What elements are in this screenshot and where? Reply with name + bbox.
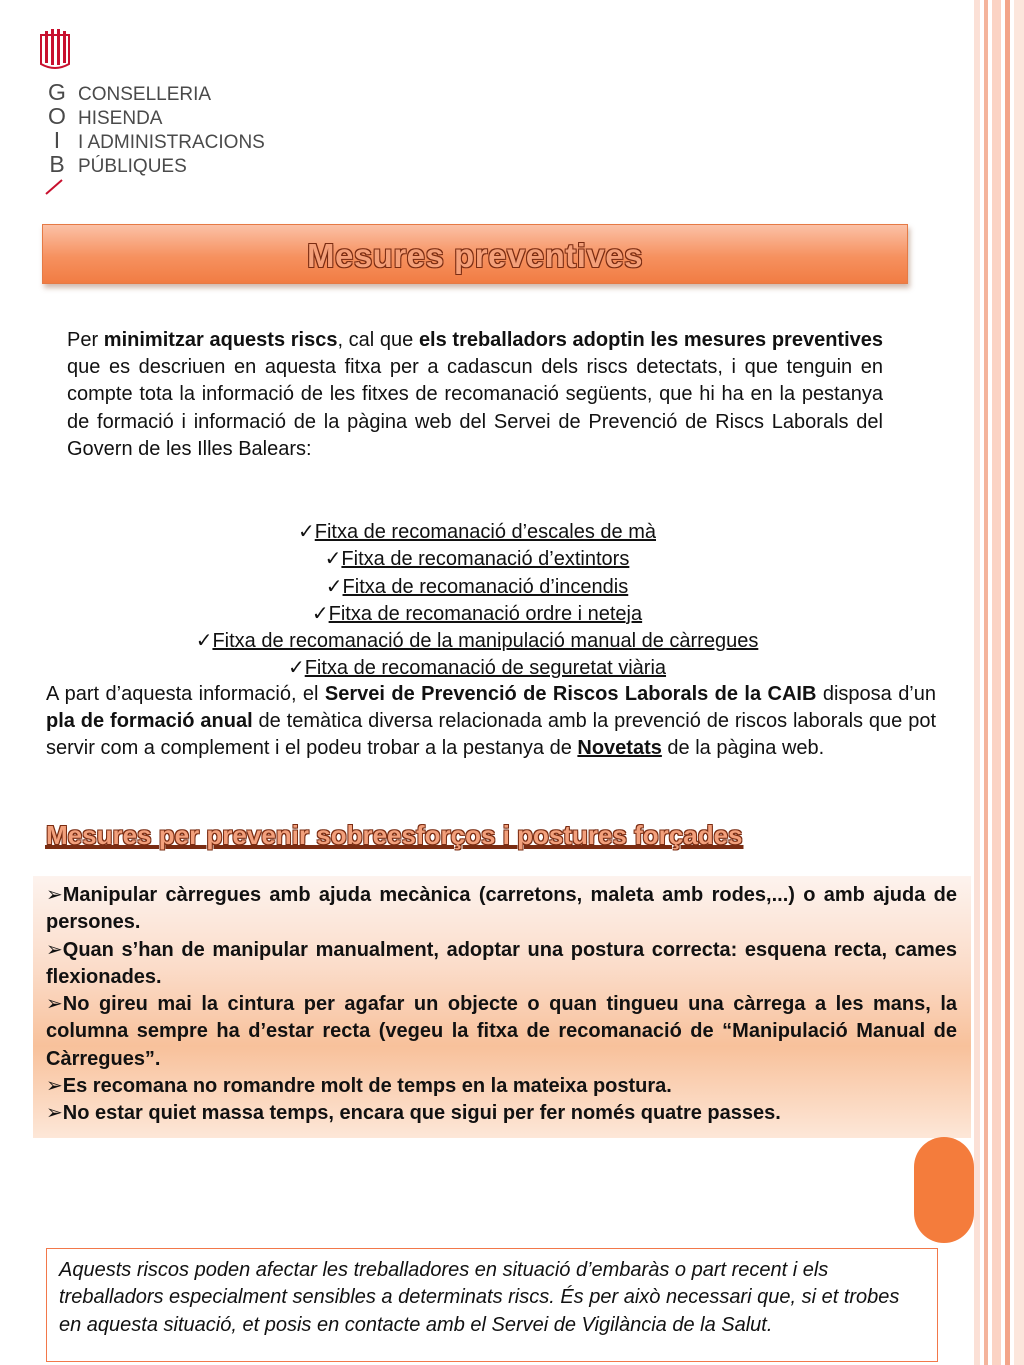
check-icon: ✓ [325, 575, 343, 598]
logo-slash-icon [44, 176, 64, 196]
sheet-link[interactable]: Fitxa de recomanació de seguretat viària [304, 657, 667, 680]
list-item[interactable] [46, 628, 908, 655]
notice-text: Aquests riscos poden afectar les treballadores en situació d’embaràs o part recent i els treballadors especialment sensibles a determinats riscs. És per això necessari que, si et trobes en aquesta situació, et posis en contacte amb el Servei de Vigilància de la Salut. [59, 1259, 900, 1336]
arrow-bullet-icon: ➢ [46, 884, 63, 906]
title-banner [42, 224, 908, 284]
decorative-edge-stripes [974, 0, 1024, 1365]
measures-box [33, 876, 971, 1138]
check-icon: ✓ [311, 602, 329, 625]
measures-list [33, 876, 971, 1128]
notice-box [46, 1248, 938, 1362]
list-item[interactable] [46, 546, 908, 573]
sheet-link[interactable]: Fitxa de recomanació d’escales de mà [314, 521, 657, 543]
check-icon: ✓ [324, 548, 342, 571]
list-item[interactable] [46, 655, 908, 682]
department-name: CONSELLERIA HISENDA I ADMINISTRACIONS PÚBLIQUES [78, 84, 265, 177]
list-item[interactable] [46, 519, 908, 546]
recommendation-sheet-list [46, 519, 908, 683]
intro-paragraph: Per minimitzar aquests riscs, cal que els treballadors adoptin les mesures preventives que es descriuen en aquesta fitxa per a cadascun dels riscs detectats, i que tenguin en compte tota la informació de les fitxes de recomanació següents, que hi ha en la pestanya de formació i informació de la pàgina web del Servei de Prevenció de Riscs Laborals del Govern de les Illes Balears: [67, 329, 883, 460]
coat-of-arms-icon [40, 28, 70, 70]
training-paragraph: A part d’aquesta informació, el Servei de Prevenció de Riscos Laborals de la CAIB disposa d’un pla de formació anual de temàtica diversa relacionada amb la prevenció de riscos laborals que pot servir com a complement i el podeu trobar a la pestanya de Novetats de la pàgina web. [46, 683, 937, 760]
check-icon: ✓ [195, 630, 213, 653]
arrow-bullet-icon: ➢ [46, 1102, 63, 1125]
goib-logo [38, 24, 278, 204]
sheet-link[interactable]: Fitxa de recomanació d’incendis [342, 575, 629, 598]
logo-letters: G O I B [48, 79, 66, 177]
arrow-bullet-icon: ➢ [46, 1075, 63, 1098]
list-item: ➢Es recomana no romandre molt de temps en la mateixa postura. [46, 1075, 672, 1098]
list-item: ➢Quan s’han de manipular manualment, adoptar una postura correcta: esquena recta, cames flexionades. [46, 938, 957, 988]
check-icon: ✓ [287, 657, 305, 680]
arrow-bullet-icon: ➢ [46, 993, 63, 1016]
sheet-link[interactable]: Fitxa de recomanació ordre i neteja [328, 602, 643, 625]
sheet-link[interactable]: Fitxa de recomanació de la manipulació manual de càrregues [212, 630, 759, 653]
arrow-bullet-icon: ➢ [46, 938, 63, 961]
sheet-link[interactable]: Fitxa de recomanació d’extintors [341, 548, 630, 571]
list-item[interactable] [46, 574, 908, 601]
page-title: Mesures preventives [306, 237, 643, 274]
check-icon: ✓ [297, 521, 315, 543]
section-subtitle: Mesures per prevenir sobreesforços i postures forçades [46, 820, 743, 850]
list-item[interactable] [46, 601, 908, 628]
list-item: ➢No gireu mai la cintura per agafar un objecte o quan tingueu una càrrega a les mans, la columna sempre ha d’estar recta (vegeu la fitxa de recomanació de “Manipulació Manual de Càrregues”. [46, 993, 957, 1070]
novetats-link[interactable]: Novetats [577, 737, 662, 760]
list-item: ➢Manipular càrregues amb ajuda mecànica (carretons, maleta amb rodes,...) o amb ajuda de persones. [46, 884, 957, 934]
list-item: ➢No estar quiet massa temps, encara que sigui per fer només quatre passes. [46, 1102, 781, 1125]
decorative-orange-pill [914, 1137, 974, 1243]
